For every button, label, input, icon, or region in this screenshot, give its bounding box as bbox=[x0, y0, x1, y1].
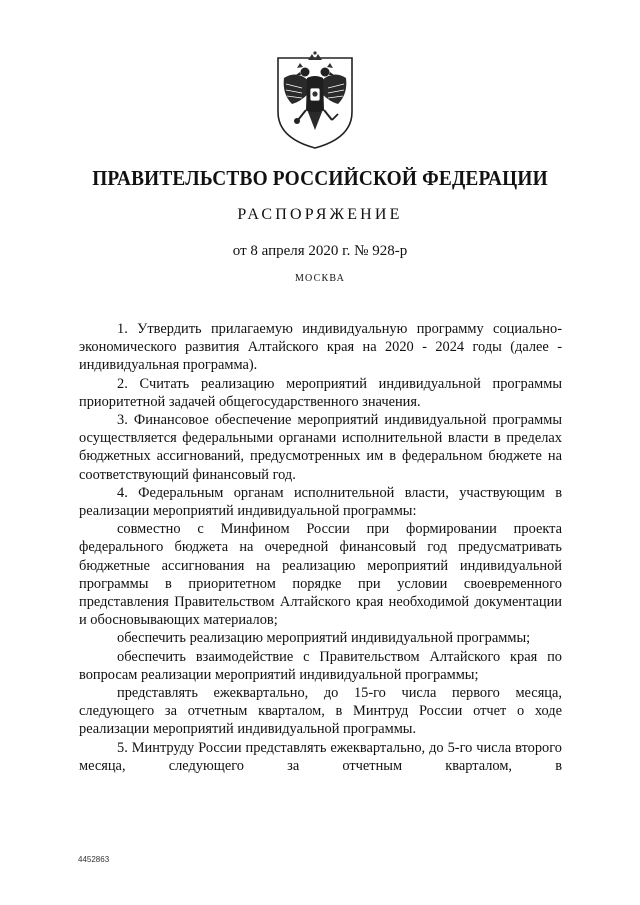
paragraph-4-item-4: представлять ежеквартально, до 15-го числа первого месяца, следующего за отчетным кварталом, в Минтруд России отчет о ходе реализации мероприятий индивидуальной программы. bbox=[79, 685, 562, 738]
paragraph-4-item-2: обеспечить реализацию мероприятий индивидуальной программы; bbox=[117, 630, 531, 647]
paragraph-1: 1. Утвердить прилагаемую индивидуальную программу социально-экономического развития Алтайского края на 2020 - 2024 годы (далее - индивидуальная программа). bbox=[79, 321, 562, 374]
document-place: МОСКВА bbox=[294, 273, 346, 284]
document-body bbox=[79, 320, 562, 775]
paragraph-4: 4. Федеральным органам исполнительной власти, участвующим в реализации мероприятий индивидуальной программы: bbox=[79, 484, 562, 520]
document-code: 4452863 bbox=[78, 855, 110, 864]
coat-of-arms-icon bbox=[272, 50, 358, 150]
document-type: РАСПОРЯЖЕНИЕ bbox=[237, 206, 403, 223]
paragraph-2: 2. Считать реализацию мероприятий индивидуальной программы приоритетной задачей общегосударственного значения. bbox=[79, 375, 562, 410]
paragraph-5: 5. Минтруду России представлять ежеквартально, до 5-го числа второго месяца, следующего за отчетным кварталом, в bbox=[79, 739, 562, 774]
paragraph-4-item-1: совместно с Минфином России при формировании проекта федерального бюджета на очередной финансовый год предусматривать бюджетные ассигнования на реализацию мероприятий индивидуальной программы в приоритетном порядке при условии своевременного представления Правительством Алтайского края необходимой документации и обосновывающих материалов; bbox=[79, 521, 562, 629]
paragraph-3: 3. Финансовое обеспечение мероприятий индивидуальной программы осуществляется федеральными органами исполнительной власти в пределах бюджетных ассигнований, предусмотренных им в федеральном бюджете на соответствующий финансовый год. bbox=[79, 412, 562, 483]
document-date-number: от 8 апреля 2020 г. № 928-р bbox=[232, 243, 408, 259]
organization-title: ПРАВИТЕЛЬСТВО РОССИЙСКОЙ ФЕДЕРАЦИИ bbox=[92, 166, 548, 190]
paragraph-4-item-3: обеспечить взаимодействие с Правительством Алтайского края по вопросам реализации мероприятий индивидуальной программы; bbox=[79, 648, 562, 683]
